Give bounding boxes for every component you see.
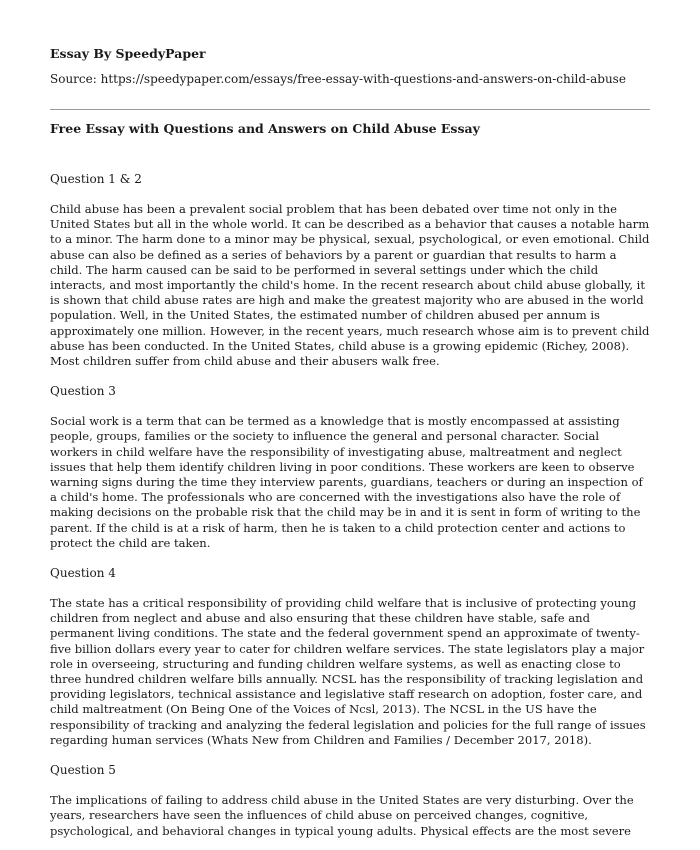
section-paragraph-q5: The implications of failing to address child abuse in the United States are very disturbing. Over the years, researchers have seen the influences of child abuse on perceived changes, cognitive, psychological, and behavioral changes in typical young adults. Physical effects are the most severe: [50, 793, 634, 838]
source-line: Source: https://speedypaper.com/essays/free-essay-with-questions-and-answers-on-child-abuse: [50, 72, 626, 86]
section-heading-q3: Question 3: [50, 384, 116, 399]
section-paragraph-q4: The state has a critical responsibility of providing child welfare that is inclusive of protecting young children from neglect and abuse and also ensuring that these children have stable, safe and permanent living conditions. The state and the federal government spend an approximate of twenty-five billion dollars every year to cater for children welfare services. The state legislators play a major role in overseeing, structuring and funding children welfare systems, as well as enacting close to three hundred children welfare bills annually. NCSL has the responsibility of tracking legislation and providing legislators, technical assistance and legislative staff research on adoption, foster care, and child maltreatment (On Being One of the Voices of Ncsl, 2013). The NCSL in the US have the responsibility of tracking and analyzing the federal legislation and policies for the full range of issues regarding human services (Whats New from Children and Families / December 2017, 2018).: [50, 596, 646, 747]
section-paragraph-q3: Social work is a term that can be termed as a knowledge that is mostly encompassed at assisting people, groups, families or the society to influence the general and personal character. Social workers in child welfare have the responsibility of investigating abuse, maltreatment and neglect issues that help them identify children living in poor conditions. These workers are keen to observe warning signs during the time they interview parents, guardians, teachers or during an inspection of a child's home. The professionals who are concerned with the investigations also have the role of making decisions on the probable risk that the child may be in and it is sent in form of writing to the parent. If the child is at a risk of harm, then he is taken to a child protection center and actions to protect the child are taken.: [50, 414, 643, 550]
header-divider: [50, 109, 650, 110]
section-paragraph-q1-2: Child abuse has been a prevalent social problem that has been debated over time not only in the United States but all in the whole world. It can be described as a behavior that causes a notable harm to a minor. The harm done to a minor may be physical, sexual, psychological, or even emotional. Child abuse can also be defined as a series of behaviors by a parent or guardian that results to harm a child. The harm caused can be said to be performed in several settings under which the child interacts, and most importantly the child's home. In the recent research about child abuse globally, it is shown that child abuse rates are high and make the greatest majority who are abused in the world population. Well, in the United States, the estimated number of children abused per annum is approximately one million. However, in the recent years, much research whose aim is to prevent child abuse has been conducted. In the United States, child abuse is a growing epidemic (Richey, 2008). Most children suffer from child abuse and their abusers walk free.: [50, 202, 650, 369]
section-heading-q1-2: Question 1 & 2: [50, 172, 142, 186]
document-header-title: Essay By SpeedyPaper: [50, 46, 206, 61]
section-heading-q5: Question 5: [50, 763, 116, 778]
essay-body: [50, 172, 650, 850]
essay-title: Free Essay with Questions and Answers on Child Abuse Essay: [50, 121, 480, 136]
section-heading-q4: Question 4: [50, 566, 116, 581]
